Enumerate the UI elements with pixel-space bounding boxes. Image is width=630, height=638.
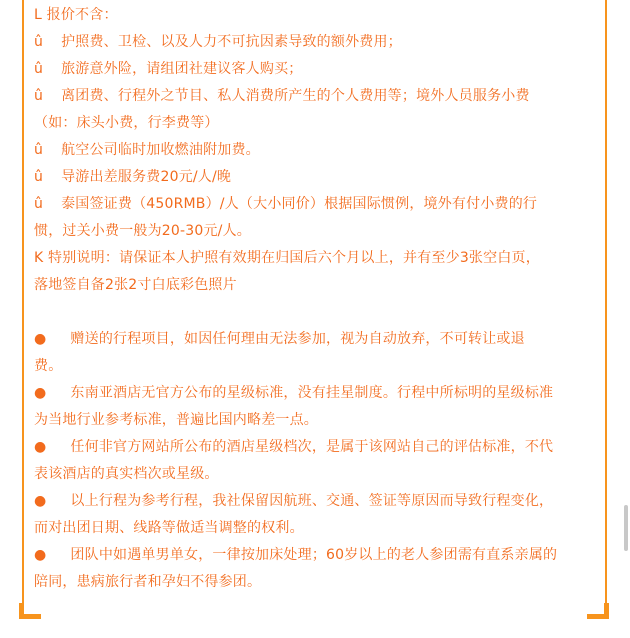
exclusion-mark: û [34,142,44,158]
bullet-icon: ● [34,385,47,401]
corner-bottom-left-h [19,614,41,619]
exclusion-text: 泰国签证费（450RMB）/人（大小同价）根据国际惯例，境外有付小费的行 [61,196,538,212]
note-item [34,326,596,380]
corner-bottom-right-h [587,614,609,619]
note-text: 以上行程为参考行程，我社保留因航班、交通、签证等原因而导致行程变化， [70,493,554,509]
note-item [34,542,596,596]
exclusion-text: 导游出差服务费20元/人/晚 [61,169,232,185]
note-text-cont: 而对出团日期、线路等做适当调整的权利。 [34,520,304,536]
note-text-cont: 表该酒店的真实档次或星级。 [34,466,219,482]
note-text: 东南亚酒店无官方公布的星级标准，没有挂星制度。行程中所标明的星级标准 [70,385,554,401]
exclusion-mark: û [34,34,44,50]
exclusion-text-cont: （如：床头小费，行李费等） [34,115,219,131]
note-item [34,380,596,434]
note-text-cont: 为当地行业参考标准，普遍比国内略差一点。 [34,412,318,428]
exclusion-item [34,137,596,164]
exclusion-text: 航空公司临时加收燃油附加费。 [61,142,260,158]
exclusions-heading: L 报价不含： [34,7,118,23]
note-text: 团队中如遇单男单女，一律按加床处理；60岁以上的老人参团需有直系亲属的 [70,547,558,563]
frame-left-border [22,0,24,612]
special-note-line: K 特别说明：请保证本人护照有效期在归国后六个月以上，并有至少3张空白页， [34,250,540,266]
exclusion-mark: û [34,88,44,104]
note-item [34,434,596,488]
note-text: 赠送的行程项目，如因任何理由无法参加，视为自动放弃，不可转让或退 [70,331,525,347]
exclusion-text: 旅游意外险，请组团社建议客人购买； [61,61,303,77]
note-text-cont: 陪同，患病旅行者和孕妇不得参团。 [34,574,262,590]
exclusion-mark: û [34,169,44,185]
exclusion-text-cont: 惯，过关小费一般为20-30元/人。 [34,223,251,239]
bullet-icon: ● [34,547,47,563]
bullet-icon: ● [34,493,47,509]
exclusion-text: 离团费、行程外之节目、私人消费所产生的个人费用等；境外人员服务小费 [61,88,530,104]
exclusion-mark: û [34,196,44,212]
exclusion-item [34,56,596,83]
bullet-icon: ● [34,439,47,455]
frame-right-border [605,0,607,612]
note-text: 任何非官方网站所公布的酒店星级档次，是属于该网站自己的评估标准，不代 [70,439,554,455]
exclusion-item [34,29,596,56]
document-content [34,2,596,596]
note-text-cont: 费。 [34,358,63,374]
exclusion-mark: û [34,61,44,77]
exclusion-item [34,164,596,191]
exclusion-text: 护照费、卫检、以及人力不可抗因素导致的额外费用； [61,34,402,50]
exclusion-item [34,83,596,137]
scrollbar-thumb[interactable] [624,505,628,551]
special-note-line: 落地签自备2张2寸白底彩色照片 [34,277,237,293]
bullet-icon: ● [34,331,47,347]
exclusion-item [34,191,596,245]
note-item [34,488,596,542]
